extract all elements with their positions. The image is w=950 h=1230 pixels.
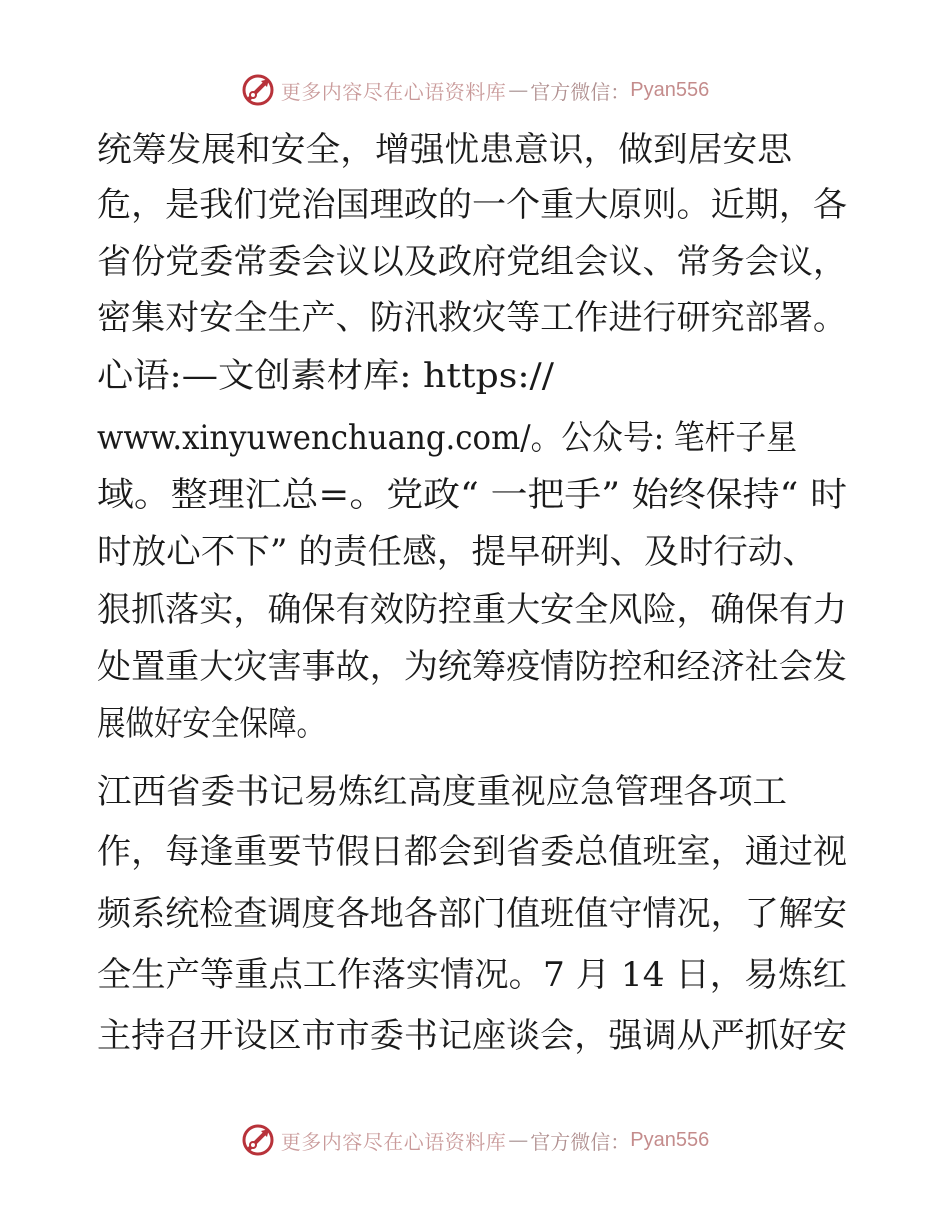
banner-wechat-id: Pyan556 xyxy=(630,1128,710,1151)
text-line: 危，是我们党治国理政的一个重大原则。近期，各 xyxy=(97,185,847,225)
text-line: 域。整理汇总=。党政“ 一把手” 始终保持“ 时 xyxy=(97,475,847,515)
header-watermark-banner xyxy=(0,70,950,110)
text-line: 全生产等重点工作落实情况。7 月 14 日，易炼红 xyxy=(97,955,847,995)
banner-title: 更多内容尽在心语资料库 xyxy=(280,79,507,104)
banner-separator: — xyxy=(508,78,529,102)
text-line: 省份党委常委会议以及政府党组会议、常务会议， xyxy=(97,242,847,282)
text-line: 心语:—文创素材库: https:// xyxy=(97,356,554,396)
text-line: 频系统检查调度各地各部门值班值守情况，了解安 xyxy=(97,894,847,934)
text-line: www.xinyuwenchuang.com/。公众号: 笔杆子星 xyxy=(97,418,797,458)
banner-wechat-id: Pyan556 xyxy=(630,78,710,101)
brand-logo-icon xyxy=(241,1123,275,1157)
banner-separator: — xyxy=(508,1128,529,1152)
text-line: 主持召开设区市市委书记座谈会，强调从严抓好安 xyxy=(97,1016,847,1056)
text-line: 统筹发展和安全，增强忧患意识，做到居安思 xyxy=(97,130,792,170)
footer-watermark-banner xyxy=(0,1120,950,1160)
text-line: 江西省委书记易炼红高度重视应急管理各项工 xyxy=(97,772,787,812)
banner-title: 更多内容尽在心语资料库 xyxy=(280,1129,507,1154)
text-line: 展做好安全保障。 xyxy=(97,704,325,744)
text-line: 处置重大灾害事故，为统筹疫情防控和经济社会发 xyxy=(97,647,847,687)
text-line: 狠抓落实，确保有效防控重大安全风险，确保有力 xyxy=(97,590,847,630)
banner-wechat-label: 官方微信： xyxy=(530,79,631,104)
banner-wechat-label: 官方微信： xyxy=(530,1129,631,1154)
text-line: 时放心不下” 的责任感，提早研判、及时行动、 xyxy=(97,532,817,572)
text-line: 作，每逢重要节假日都会到省委总值班室，通过视 xyxy=(97,832,847,872)
text-line: 密集对安全生产、防汛救灾等工作进行研究部署。 xyxy=(97,298,847,338)
brand-logo-icon xyxy=(241,73,275,107)
